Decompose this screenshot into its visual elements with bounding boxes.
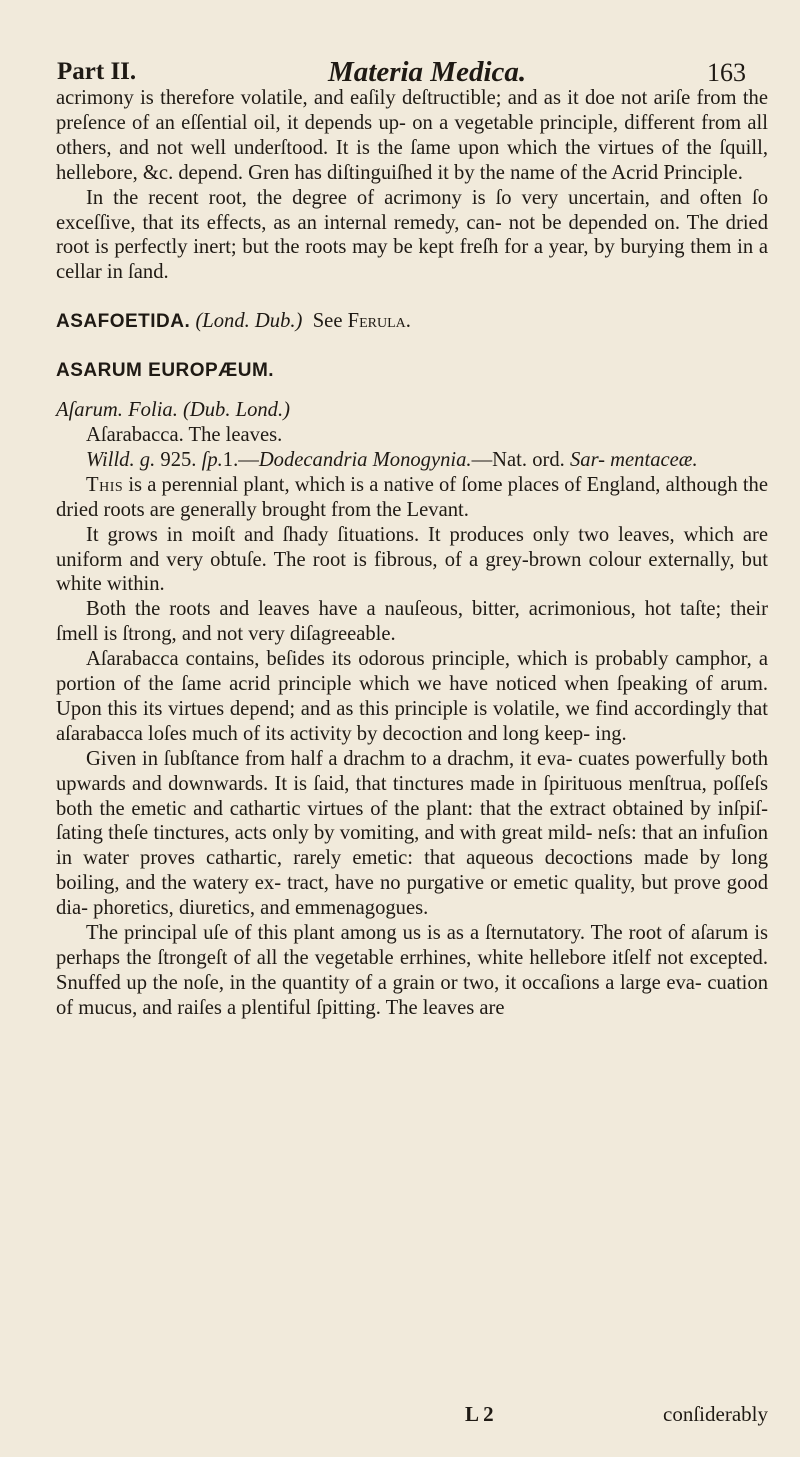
pharmacopoeia-ref: (Dub. Lond.) <box>183 399 290 422</box>
running-header <box>0 0 800 88</box>
page-body <box>56 86 768 1021</box>
part-label: Part II. <box>57 58 137 85</box>
species-number: 1.— <box>222 448 259 471</box>
entry-heading-asafoetida: ASAFOETIDA. <box>56 311 191 333</box>
paragraph-dosage: Given in ſubſtance from half a drachm to a drachm, it eva- cuates powerfully both upwards and downwards. It is ſaid, that tinctures made in ſpirituous menſtrua, poſſeſs both the emetic and cathartic virtues of the plant: that the extract obtained by inſpiſ- ſating theſe tinctures, acts only by vomiting, and with great mild- neſs: that an infuſion in water proves cathartic, rarely emetic: that aqueous decoctions made by long boiling, and the watery ex- tract, have no purgative or emetic quality, but prove good dia- phoretics, diuretics, and emmenagogues. <box>56 747 768 920</box>
willd-ref: Willd. g. <box>86 448 156 471</box>
paragraph-principal-use: The principal uſe of this plant among us is as a ſternutatory. The root of aſarum is perhaps the ſtrongeſt of all the vegetable errhines, white hellebore itſelf not excepted. Snuffed up the noſe, in the quantity of a grain or two, it occaſions a large eva- cuation of mucus, and raiſes a plentiful ſpitting. The leaves are <box>56 922 768 1019</box>
page-number: 163 <box>707 58 746 87</box>
willd-number: 925. <box>160 448 197 471</box>
paragraph-recent-root: In the recent root, the degree of acrimony is ſo very uncertain, and often ſo exceſſive, that its effects, as an internal remedy, can- not be depended on. The dried root is perfectly inert; but the roots may be kept freſh for a year, by burying them in a cellar in ſand. <box>56 186 768 284</box>
paragraph-perennial <box>56 473 768 523</box>
see-label: See <box>312 310 343 333</box>
first-word: This <box>86 473 124 496</box>
classification-line <box>56 448 768 473</box>
entry-asafoetida <box>56 309 768 335</box>
latin-name: Aſarum. <box>56 399 123 422</box>
paragraph-perennial-text: is a perennial plant, which is a native of ſome places of England, although the dried roots are generally brought from the Levant. <box>56 473 768 521</box>
paragraph-contents: Aſarabacca contains, beſides its odorous principle, which is probably camphor, a portion of the ſame acrid principle which we have noticed when ſpeaking of arum. Upon this its virtues depend; and as this principle is volatile, we find accordingly that aſarabacca loſes much of its activity by decoction and long keep- ing. <box>56 648 768 745</box>
english-name: Aſarabacca. The leaves. <box>86 423 283 446</box>
pharmacopoeia-ref: (Lond. Dub.) <box>195 310 303 333</box>
species-ref: ſp. <box>201 448 223 471</box>
continued-paragraph: acrimony is therefore volatile, and eaſily deſtructible; and as it doe not ariſe from the preſence of an eſſential oil, it depends up- on a vegetable principle, different from all others, and not well underſtood. It is the ſame upon which the virtues of the ſquill, hellebore, &c. depend. Gren has diſtinguiſhed it by the name of the Acrid Principle. <box>56 87 768 184</box>
linnaean-class: Dodecandria Monogynia. <box>258 448 472 471</box>
catchword: conſiderably <box>663 1402 768 1426</box>
paragraph-habitat: It grows in moiſt and ſhady ſituations. It produces only two leaves, which are uniform and very obtuſe. The root is fibrous, of a grey-brown colour externally, but white within. <box>56 523 768 596</box>
entry-heading-asarum: ASARUM EUROPÆUM. <box>56 360 275 382</box>
running-title: Materia Medica. <box>328 56 527 88</box>
part-latin: Folia. <box>128 399 178 422</box>
natural-order-label: —Nat. ord. <box>471 448 565 471</box>
cross-reference-ferula: Ferula. <box>347 310 411 333</box>
page-footer <box>56 1402 768 1432</box>
paragraph-taste: Both the roots and leaves have a nauſeous, bitter, acrimonious, hot taſte; their ſmell is ſtrong, and not very diſagreeable. <box>56 598 768 646</box>
natural-order: Sar- mentaceæ. <box>569 448 698 471</box>
asarum-latin-line <box>56 398 768 423</box>
signature-mark: L 2 <box>465 1402 494 1426</box>
